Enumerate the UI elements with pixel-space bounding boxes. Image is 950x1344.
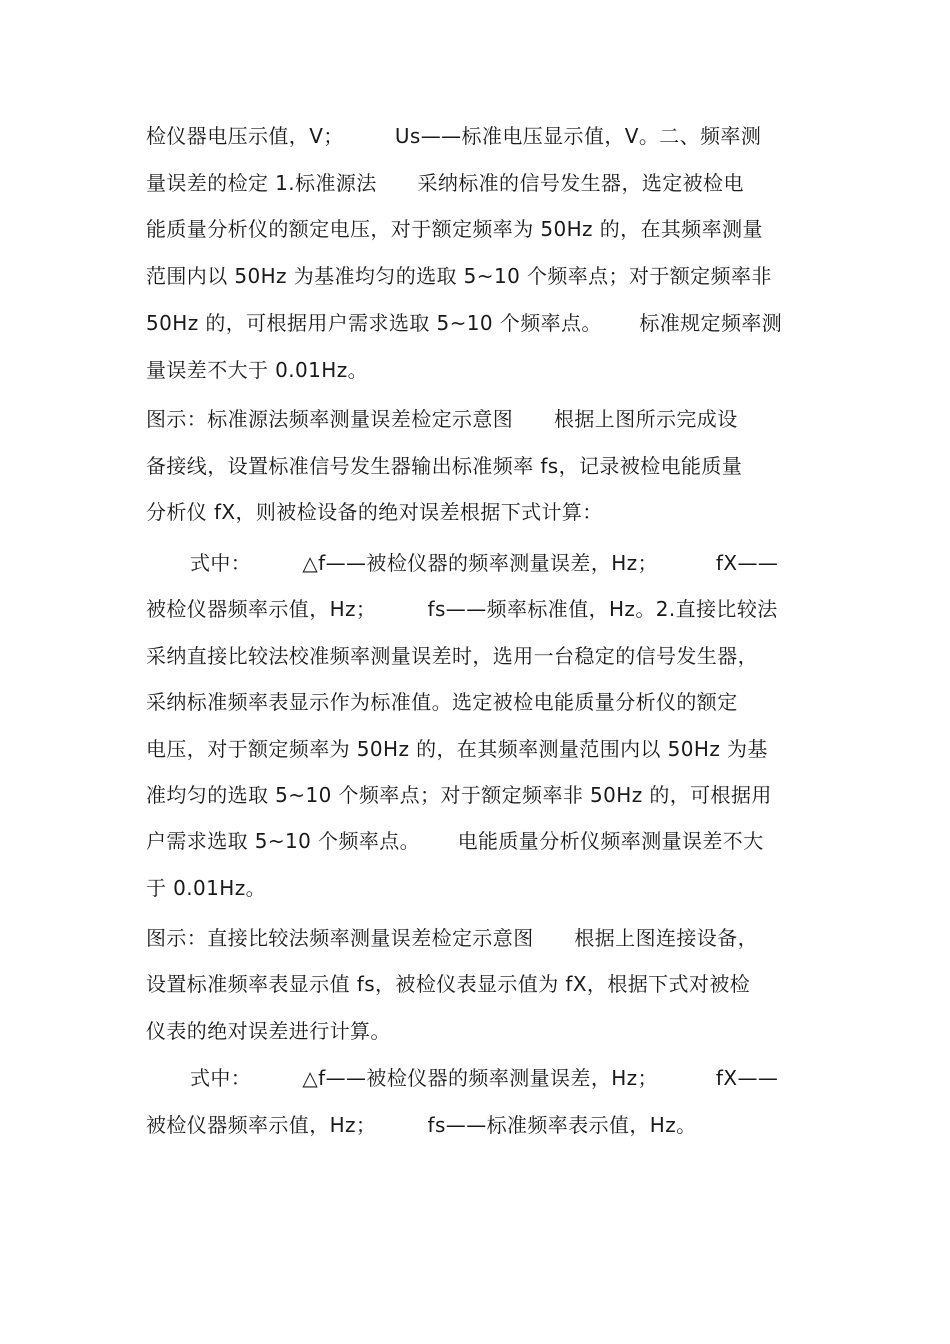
text-line: 量误差的检定 1.标准源法 采纳标准的信号发生器，选定被检电 bbox=[146, 171, 744, 195]
text-line: 式中： △f——被检仪器的频率测量误差，Hz； fX—— bbox=[190, 551, 779, 575]
text-line: 量误差不大于 0.01Hz。 bbox=[146, 358, 369, 382]
text-line: 50Hz 的，可根据用户需求选取 5~10 个频率点。 标准规定频率测 bbox=[146, 311, 783, 335]
text-line: 备接线，设置标准信号发生器输出标准频率 fs，记录被检电能质量 bbox=[146, 454, 743, 478]
text-line: 被检仪器频率示值，Hz； fs——标准频率表示值，Hz。 bbox=[146, 1113, 697, 1137]
text-line: 电压，对于额定频率为 50Hz 的，在其频率测量范围内以 50Hz 为基 bbox=[146, 737, 768, 761]
text-line: 采纳标准频率表显示作为标准值。选定被检电能质量分析仪的额定 bbox=[146, 690, 738, 714]
text-line: 设置标准频率表显示值 fs，被检仪表显示值为 fX，根据下式对被检 bbox=[146, 972, 751, 996]
text-line: 准均匀的选取 5~10 个频率点；对于额定频率非 50Hz 的，可根据用 bbox=[146, 783, 772, 807]
text-line: 图示：标准源法频率测量误差检定示意图 根据上图所示完成设 bbox=[146, 407, 738, 431]
text-line: 被检仪器频率示值，Hz； fs——频率标准值，Hz。2.直接比较法 bbox=[146, 597, 778, 621]
text-line: 能质量分析仪的额定电压，对于额定频率为 50Hz 的，在其频率测量 bbox=[146, 217, 763, 241]
text-line: 采纳直接比较法校准频率测量误差时，选用一台稳定的信号发生器， bbox=[146, 644, 758, 668]
text-line: 图示：直接比较法频率测量误差检定示意图 根据上图连接设备， bbox=[146, 926, 758, 950]
text-line: 分析仪 fX，则被检设备的绝对误差根据下式计算： bbox=[146, 500, 603, 524]
text-line: 检仪器电压示值，V； Us——标准电压显示值，V。二、频率测 bbox=[146, 124, 762, 148]
text-line: 式中： △f——被检仪器的频率测量误差，Hz； fX—— bbox=[190, 1066, 779, 1090]
text-line: 于 0.01Hz。 bbox=[146, 876, 267, 900]
text-line: 范围内以 50Hz 为基准均匀的选取 5~10 个频率点；对于额定频率非 bbox=[146, 264, 772, 288]
text-line: 仪表的绝对误差进行计算。 bbox=[146, 1019, 391, 1043]
text-line: 户需求选取 5~10 个频率点。 电能质量分析仪频率测量误差不大 bbox=[146, 829, 764, 853]
